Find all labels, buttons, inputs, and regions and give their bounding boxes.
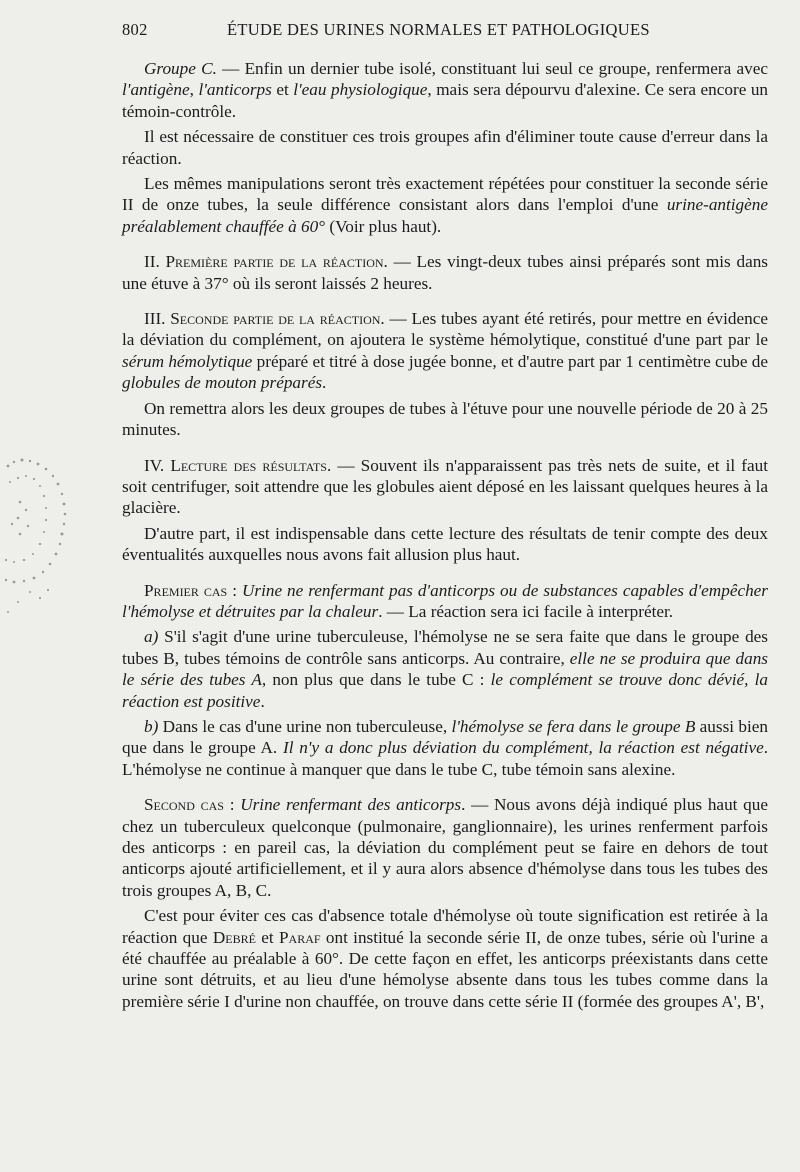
page-number: 802 (122, 20, 148, 39)
section-lecture: IV. Lecture des résultats. — Souvent ils n'apparaissent pas très nets de suite, et il faut soit centrifuger, soit attendre que les globules aient déposé en les laissant quelques heures à la glacière. (122, 455, 768, 518)
paragraph-seconde-serie: Les mêmes manipulations seront très exactement répétées pour constituer la seconde série II de onze tubes, la seule différence consistant alors dans l'emploi d'une urine-antigène préalablement chauffée à 60° (Voir plus haut). (122, 174, 768, 236)
section-heading: IV. Lecture des résultats. (144, 455, 332, 475)
section-heading: III. Seconde partie de la réaction. (144, 309, 385, 329)
paragraph-premier-cas: Premier cas : Urine ne renfermant pas d'anticorps ou de substances capables d'empêcher l'hémolyse et détruites par la chaleur. — La réaction sera ici facile à interpréter. (122, 580, 768, 621)
paragraph-case-a: a) S'il s'agit d'une urine tuberculeuse, l'hémolyse ne se sera faite que dans le groupe des tubes B, tubes témoins de contrôle sans anticorps. Au contraire, elle ne se produira que dans le série des tubes A, non plus que dans le tube C : le complément se trouve donc dévié, la réaction est positive. (122, 627, 768, 711)
library-stamp (0, 452, 74, 622)
page-header (122, 20, 670, 44)
section-heading: II. Première partie de la réaction. (144, 252, 388, 272)
paragraph-debre-paraf: C'est pour éviter ces cas d'absence totale d'hémolyse où toute signification est retirée à la réaction que Debré et Paraf ont institué la seconde série II, de onze tubes, série où l'urine a été chauffée au préalable à 60°. De cette façon en effet, les anticorps préexistants dans cette urine sont détruits, et au lieu d'une hémolyse absente dans tous les tubes comme dans la première série I d'urine non chauffée, on trouve dans cette série II (formée des groupes A', B', (122, 906, 769, 1011)
paragraph-eventualites: D'autre part, il est indispensable dans cette lecture des résultats de tenir compte des deux éventualités auxquelles nous avons fait allusion plus haut. (122, 523, 768, 565)
author-name: Debré (212, 927, 256, 947)
paragraph-case-b: b) Dans le cas d'une urine non tuberculeuse, l'hémolyse se fera dans le groupe B aussi bien que dans le groupe A. Il n'y a donc plus déviation du complément, la réaction est négative. L'hémolyse ne continue à manquer que dans le tube C, tube témoin sans alexine. (122, 716, 768, 779)
section-premiere-partie: II. Première partie de la réaction. — Les vingt-deux tubes ainsi préparés sont mis dans une étuve à 37° où ils seront laissés 2 heures. (122, 252, 768, 293)
body-text (122, 58, 768, 1016)
section-seconde-partie: III. Seconde partie de la réaction. — Les tubes ayant été retirés, pour mettre en évidence la déviation du complément, on ajoutera le système hémolytique, constitué d'une part par le sérum hémolytique préparé et titré à dose jugée bonne, et d'autre part par 1 centimètre cube de globules de mouton préparés. (122, 309, 769, 393)
paragraph-groupe-c: Groupe C. — Enfin un dernier tube isolé, constituant lui seul ce groupe, renfermera avec l'antigène, l'anticorps et l'eau physiologique, mais sera dépourvu d'alexine. Ce sera encore un témoin-contrôle. (122, 59, 769, 121)
paragraph-trois-groupes: Il est nécessaire de constituer ces trois groupes afin d'éliminer toute cause d'erreur dans la réaction. (122, 127, 768, 168)
paragraph-second-cas: Second cas : Urine renfermant des anticorps. — Nous avons déjà indiqué plus haut que chez un tuberculeux quelconque (pulmonaire, ganglionnaire), les urines renferment parfois des anticorps : en pareil cas, la déviation du complément peut se faire en dehors de tout anticorps ajouté artificiellement, et il y aura alors absence d'hémolyse dans tous les tubes des trois groupes A, B, C. (122, 795, 768, 900)
paragraph-etuve: On remettra alors les deux groupes de tubes à l'étuve pour une nouvelle période de 20 à 25 minutes. (122, 398, 768, 440)
author-name: Paraf (278, 927, 321, 947)
running-title: ÉTUDE DES URINES NORMALES ET PATHOLOGIQUES (227, 20, 650, 39)
